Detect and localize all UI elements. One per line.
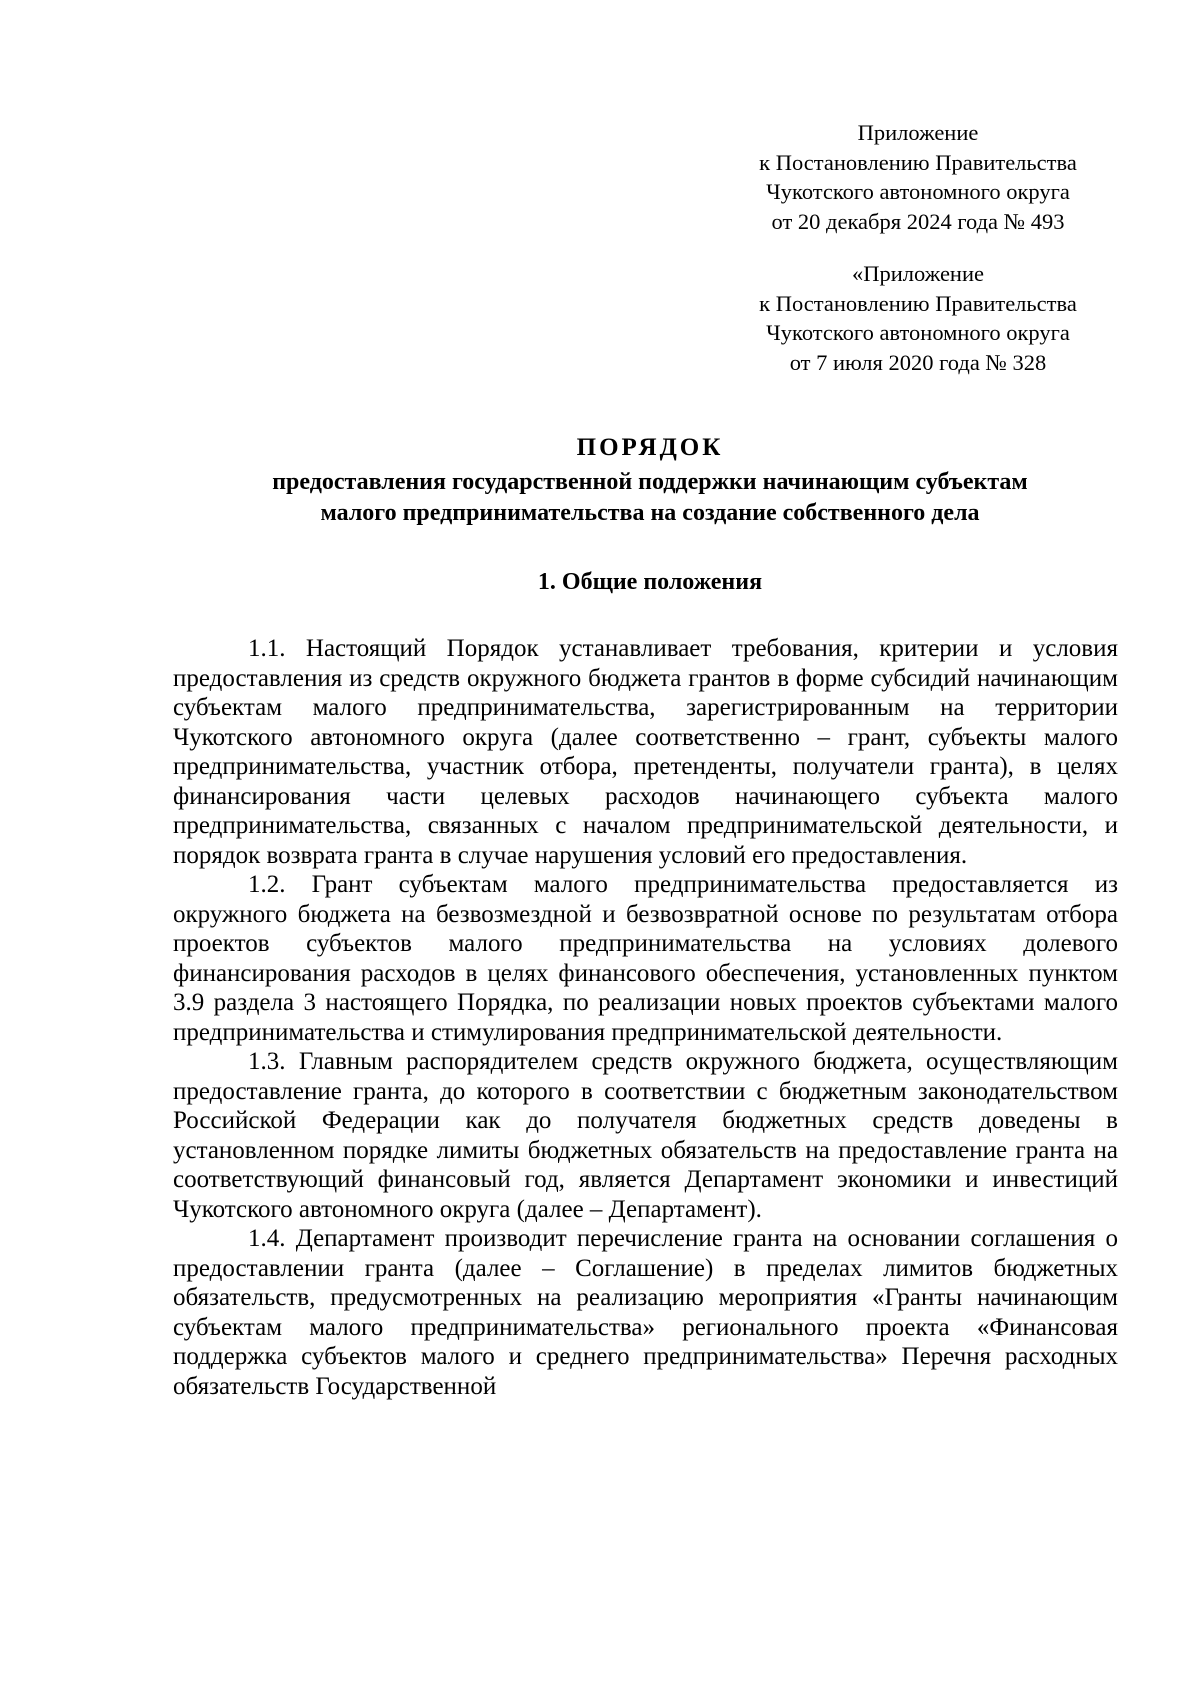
paragraph-1-2: 1.2. Грант субъектам малого предпринимательства предоставляется из окружного бюджета на безвозмездной и безвозвратной основе по результатам отбора проектов субъектов малого предпринимательства на условиях долевого финансирования расходов в целях финансового обеспечения, установленных пунктом 3.9 раздела 3 настоящего Порядка, по реализации новых проектов субъектами малого предпринимательства и стимулирования предпринимательской деятельности. [173, 871, 1118, 1046]
section-body [173, 634, 1118, 1401]
section-heading: 1. Общие положения [537, 569, 763, 595]
paragraph-1-3: 1.3. Главным распорядителем средств окружного бюджета, осуществляющим предоставление гранта, до которого в соответствии с бюджетным законодательством Российской Федерации как до получателя бюджетных средств доведены в установленном порядке лимиты бюджетных обязательств на предоставление гранта на соответствующий финансовый год, является Департамент экономики и инвестиций Чукотского автономного округа (далее – Департамент). [173, 1048, 1118, 1223]
appendix-line: Приложение [857, 120, 979, 145]
appendix-line: Чукотского автономного округа [766, 179, 1070, 204]
appendix-line: к Постановлению Правительства [759, 149, 1077, 175]
appendix-line: «Приложение [851, 261, 984, 286]
appendix-line: от 20 декабря 2024 года № 493 [771, 208, 1065, 234]
paragraph-1-4: 1.4. Департамент производит перечисление гранта на основании соглашения о предоставлении гранта (далее – Соглашение) в пределах лимитов бюджетных обязательств, предусмотренных на реализацию мероприятия «Гранты начинающим субъектам малого предпринимательства» регионального проекта «Финансовая поддержка субъектов малого и среднего предпринимательства» Перечня расходных обязательств Государственной [173, 1225, 1118, 1400]
appendix-line: к Постановлению Правительства [759, 290, 1077, 316]
appendix-current-reference [730, 118, 1106, 236]
document-subtitle-line: малого предпринимательства на создание собственного дела [320, 500, 980, 526]
document-title: ПОРЯДОК [576, 434, 724, 461]
appendix-line: Чукотского автономного округа [766, 320, 1070, 345]
document-title-block [150, 432, 1150, 529]
appendix-original-reference [730, 259, 1106, 377]
document-subtitle-line: предоставления государственной поддержки начинающим субъектам [272, 469, 1028, 495]
appendix-line: от 7 июля 2020 года № 328 [789, 349, 1047, 375]
paragraph-1-1: 1.1. Настоящий Порядок устанавливает требования, критерии и условия предоставления из средств окружного бюджета грантов в форме субсидий начинающим субъектам малого предпринимательства, зарегистрированным на территории Чукотского автономного округа (далее соответственно – грант, субъекты малого предпринимательства, участник отбора, претенденты, получатели гранта), в целях финансирования части целевых расходов начинающего субъекта малого предпринимательства, связанных с началом предпринимательской деятельности, и порядок возврата гранта в случае нарушения условий его предоставления. [173, 635, 1118, 869]
